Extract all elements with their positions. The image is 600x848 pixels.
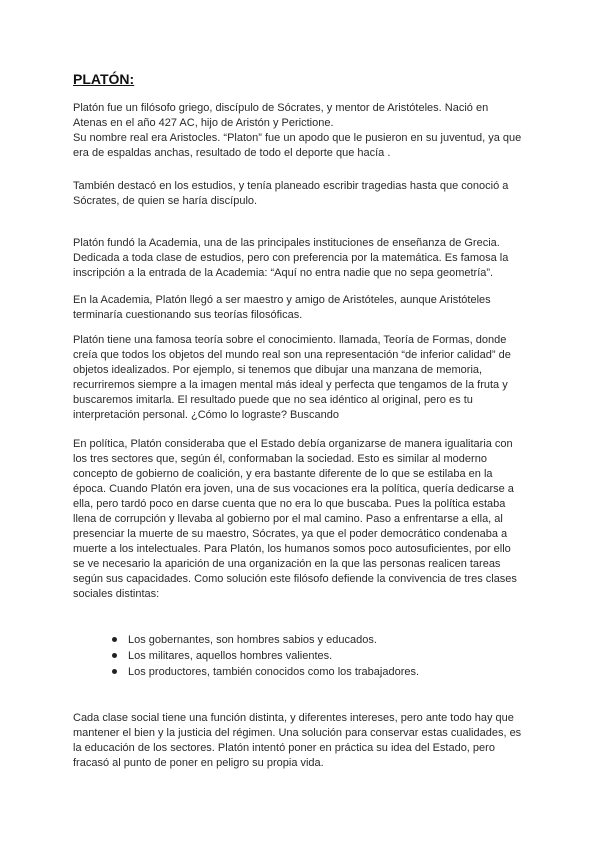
paragraph-intro: [73, 101, 528, 161]
paragraph-line: inscripción a la entrada de la Academia: “Aquí no entra nadie que no sepa geometría”.: [73, 267, 494, 279]
paragraph-line: Atenas en el año 427 AC, hijo de Aristón y Perictione.: [73, 117, 334, 129]
social-classes-list: [110, 632, 419, 680]
paragraph-politica: [73, 437, 528, 602]
bullet-dot-icon: [112, 637, 117, 642]
paragraph-line: época. Cuando Platón era joven, una de sus vocaciones era la política, quería dedicarse a: [73, 483, 514, 495]
paragraph-line: En la Academia, Platón llegó a ser maestro y amigo de Aristóteles, aunque Aristóteles: [73, 294, 491, 306]
paragraph-teoria-formas: [73, 333, 528, 423]
paragraph-line: según sus capacidades. Como solución este filósofo defiende la convivencia de tres clases: [73, 573, 517, 585]
bullet-dot-icon: [112, 669, 117, 674]
paragraph-line: También destacó en los estudios, y tenía planeado escribir tragedias hasta que conoció a: [73, 180, 509, 192]
paragraph-line: Platón tiene una famosa teoría sobre el conocimiento. llamada, Teoría de Formas, donde: [73, 334, 507, 346]
paragraph-line: concepto de gobierno de coalición, y era bastante diferente de lo que se estilaba en la: [73, 468, 493, 480]
paragraph-line: sociales distintas:: [73, 588, 160, 600]
paragraph-conclusion: [73, 711, 528, 771]
paragraph-aristoteles: [73, 293, 528, 323]
bullet-dot-icon: [112, 653, 117, 658]
list-item-text: Los gobernantes, son hombres sabios y educados.: [128, 634, 377, 646]
paragraph-line: mantener el bien y la justicia del régimen. Una solución para conservar estas cualidades, es: [73, 727, 522, 739]
paragraph-line: llena de corrupción y llevaba al gobierno por el mal camino. Paso a enfrentarse a ella, al: [73, 513, 503, 525]
paragraph-line: fracasó al punto de poner en peligro su propia vida.: [73, 757, 324, 769]
paragraph-studies: [73, 179, 528, 209]
paragraph-line: Platón fundó la Academia, una de las principales instituciones de enseñanza de Grecia.: [73, 237, 500, 249]
paragraph-line: Cada clase social tiene una función distinta, y diferentes intereses, pero ante todo hay que: [73, 712, 514, 724]
paragraph-line: terminaría cuestionando sus teorías filosóficas.: [73, 309, 303, 321]
paragraph-line: buscaremos imitarla. El resultado puede que no sea idéntico al original, pero es tu: [73, 394, 473, 406]
paragraph-line: ella, pero tardó poco en darse cuenta que no era lo que buscaba. Pues la política estaba: [73, 498, 506, 510]
list-item-text: Los militares, aquellos hombres valientes.: [128, 650, 333, 662]
paragraph-academia: [73, 236, 528, 281]
paragraph-line: Sócrates, de quien se haría discípulo.: [73, 195, 258, 207]
paragraph-line: los tres sectores que, según él, conformaban la sociedad. Esto es similar al moderno: [73, 453, 487, 465]
paragraph-line: En política, Platón consideraba que el Estado debía organizarse de manera igualitaria con: [73, 438, 513, 450]
paragraph-line: presenciar la muerte de su maestro, Sócrates, ya que el poder democrático condenaba a: [73, 528, 508, 540]
paragraph-line: Su nombre real era Aristocles. “Platon” fue un apodo que le pusieron en su juventud, ya que: [73, 132, 522, 144]
paragraph-line: objetos idealizados. Por ejemplo, si tenemos que dibujar una manzana de memoria,: [73, 364, 483, 376]
list-item-text: Los productores, también conocidos como los trabajadores.: [128, 666, 420, 678]
list-item: [110, 648, 419, 664]
list-item: [110, 632, 419, 648]
paragraph-line: era de espaldas anchas, resultado de todo el deporte que hacía .: [73, 147, 391, 159]
paragraph-line: se ve necesario la aparición de una organización en la que las personas realicen tareas: [73, 558, 501, 570]
paragraph-line: interpretación personal. ¿Cómo lo lograste? Buscando: [73, 409, 339, 421]
paragraph-line: recurriremos siempre a la imagen mental más ideal y perfecta que tengamos de la fruta y: [73, 379, 508, 391]
paragraph-line: creía que todos los objetos del mundo real son una representación “de inferior calidad” de: [73, 349, 511, 361]
paragraph-line: Platón fue un filósofo griego, discípulo de Sócrates, y mentor de Aristóteles. Nació en: [73, 102, 489, 114]
paragraph-line: muerte a los intelectuales. Para Platón, los humanos somos poco autosuficientes, por ello: [73, 543, 511, 555]
paragraph-line: Dedicada a toda clase de estudios, pero con preferencia por la matemática. Es famosa la: [73, 252, 509, 264]
page-title: PLATÓN:: [73, 71, 135, 87]
list-item: [110, 664, 419, 680]
paragraph-line: la educación de los sectores. Platón intentó poner en práctica su idea del Estado, pero: [73, 742, 495, 754]
